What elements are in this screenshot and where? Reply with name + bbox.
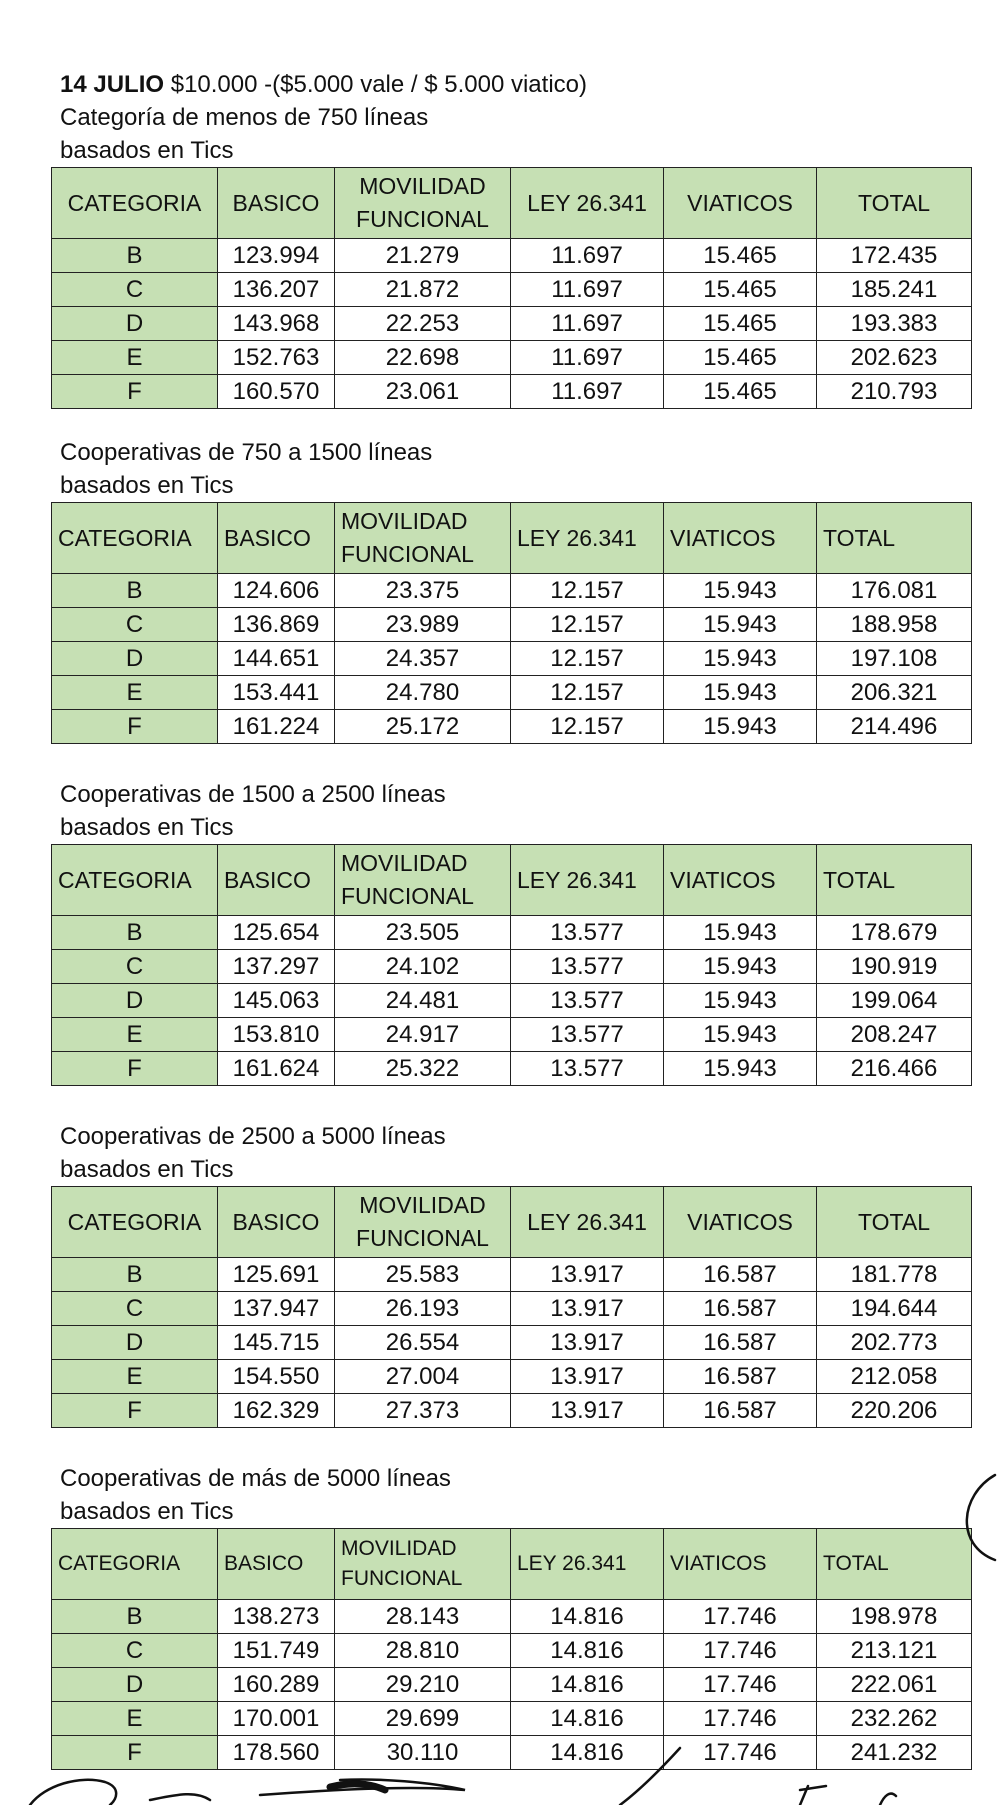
column-header: VIATICOS	[664, 1529, 817, 1600]
total-cell: 181.778	[817, 1258, 972, 1292]
movilidad-cell: 23.505	[335, 916, 511, 950]
section-750-1500	[51, 436, 971, 744]
table-row	[52, 1600, 972, 1634]
category-cell: E	[52, 341, 218, 375]
category-cell: D	[52, 1326, 218, 1360]
table-row	[52, 1292, 972, 1326]
category-cell: E	[52, 676, 218, 710]
category-cell: F	[52, 375, 218, 409]
signature-right-tail	[880, 1794, 896, 1805]
viaticos-cell: 15.943	[664, 1052, 817, 1086]
salary-table	[51, 1186, 972, 1428]
movilidad-cell: 28.143	[335, 1600, 511, 1634]
column-header: LEY 26.341	[511, 1187, 664, 1258]
ley-cell: 12.157	[511, 710, 664, 744]
table-row	[52, 273, 972, 307]
section-title: Cooperativas de 2500 a 5000 líneas	[60, 1123, 446, 1150]
section-subtitle: basados en Tics	[60, 1498, 234, 1525]
ley-cell: 13.917	[511, 1292, 664, 1326]
table-header-row	[52, 1529, 972, 1600]
column-header: VIATICOS	[664, 1187, 817, 1258]
category-cell: E	[52, 1018, 218, 1052]
viaticos-cell: 16.587	[664, 1292, 817, 1326]
ley-cell: 11.697	[511, 341, 664, 375]
ley-cell: 14.816	[511, 1634, 664, 1668]
viaticos-cell: 16.587	[664, 1326, 817, 1360]
ley-cell: 13.917	[511, 1326, 664, 1360]
section-title: Cooperativas de más de 5000 líneas	[60, 1465, 451, 1492]
ley-cell: 13.917	[511, 1394, 664, 1428]
column-header: LEY 26.341	[511, 503, 664, 574]
category-cell: F	[52, 710, 218, 744]
column-header: BASICO	[218, 1187, 335, 1258]
basico-cell: 160.289	[218, 1668, 335, 1702]
salary-table	[51, 502, 972, 744]
category-cell: E	[52, 1360, 218, 1394]
table-row	[52, 1394, 972, 1428]
column-header: CATEGORIA	[52, 1187, 218, 1258]
total-cell: 188.958	[817, 608, 972, 642]
total-cell: 232.262	[817, 1702, 972, 1736]
column-header: VIATICOS	[664, 845, 817, 916]
signature-center-blot	[330, 1784, 385, 1790]
total-cell: 194.644	[817, 1292, 972, 1326]
signature-center-stroke	[260, 1779, 465, 1795]
ley-cell: 11.697	[511, 307, 664, 341]
total-cell: 198.978	[817, 1600, 972, 1634]
ley-cell: 13.917	[511, 1258, 664, 1292]
viaticos-cell: 15.465	[664, 341, 817, 375]
section-title: Categoría de menos de 750 líneas	[60, 104, 429, 131]
viaticos-cell: 15.943	[664, 642, 817, 676]
column-header: LEY 26.341	[511, 845, 664, 916]
movilidad-cell: 24.780	[335, 676, 511, 710]
movilidad-cell: 23.061	[335, 375, 511, 409]
table-header-row	[52, 503, 972, 574]
ley-cell: 12.157	[511, 676, 664, 710]
category-cell: D	[52, 307, 218, 341]
movilidad-cell: 24.917	[335, 1018, 511, 1052]
salary-table	[51, 1528, 972, 1770]
table-row	[52, 1258, 972, 1292]
category-cell: C	[52, 608, 218, 642]
basico-cell: 124.606	[218, 574, 335, 608]
total-cell: 213.121	[817, 1634, 972, 1668]
column-header: MOVILIDAD FUNCIONAL	[335, 1529, 511, 1600]
ley-cell: 13.577	[511, 984, 664, 1018]
viaticos-cell: 15.465	[664, 375, 817, 409]
category-cell: C	[52, 1292, 218, 1326]
column-header: CATEGORIA	[52, 845, 218, 916]
total-cell: 190.919	[817, 950, 972, 984]
column-header: CATEGORIA	[52, 1529, 218, 1600]
basico-cell: 152.763	[218, 341, 335, 375]
viaticos-cell: 16.587	[664, 1394, 817, 1428]
total-cell: 241.232	[817, 1736, 972, 1770]
header-text: $10.000 -($5.000 vale / $ 5.000 viatico)	[164, 71, 587, 98]
viaticos-cell: 17.746	[664, 1634, 817, 1668]
total-cell: 185.241	[817, 273, 972, 307]
category-cell: B	[52, 239, 218, 273]
table-row	[52, 710, 972, 744]
ley-cell: 12.157	[511, 574, 664, 608]
viaticos-cell: 17.746	[664, 1702, 817, 1736]
category-cell: B	[52, 1600, 218, 1634]
total-cell: 206.321	[817, 676, 972, 710]
viaticos-cell: 16.587	[664, 1258, 817, 1292]
category-cell: F	[52, 1052, 218, 1086]
table-row	[52, 676, 972, 710]
basico-cell: 137.297	[218, 950, 335, 984]
total-cell: 216.466	[817, 1052, 972, 1086]
viaticos-cell: 15.465	[664, 239, 817, 273]
table-header-row	[52, 168, 972, 239]
viaticos-cell: 16.587	[664, 1360, 817, 1394]
movilidad-cell: 26.193	[335, 1292, 511, 1326]
table-row	[52, 1668, 972, 1702]
section-subtitle: basados en Tics	[60, 1156, 234, 1183]
ley-cell: 13.577	[511, 950, 664, 984]
column-header: BASICO	[218, 1529, 335, 1600]
category-cell: F	[52, 1736, 218, 1770]
basico-cell: 123.994	[218, 239, 335, 273]
movilidad-cell: 22.253	[335, 307, 511, 341]
table-row	[52, 608, 972, 642]
table-row	[52, 1736, 972, 1770]
table-row	[52, 916, 972, 950]
column-header: LEY 26.341	[511, 168, 664, 239]
basico-cell: 153.441	[218, 676, 335, 710]
ley-cell: 12.157	[511, 608, 664, 642]
section-subtitle: basados en Tics	[60, 814, 234, 841]
total-cell: 199.064	[817, 984, 972, 1018]
total-cell: 208.247	[817, 1018, 972, 1052]
viaticos-cell: 15.943	[664, 984, 817, 1018]
table-row	[52, 341, 972, 375]
basico-cell: 178.560	[218, 1736, 335, 1770]
viaticos-cell: 17.746	[664, 1736, 817, 1770]
movilidad-cell: 25.322	[335, 1052, 511, 1086]
table-row	[52, 1360, 972, 1394]
category-cell: B	[52, 574, 218, 608]
ley-cell: 14.816	[511, 1600, 664, 1634]
section-title: Cooperativas de 750 a 1500 líneas	[60, 439, 433, 466]
category-cell: F	[52, 1394, 218, 1428]
column-header: LEY 26.341	[511, 1529, 664, 1600]
basico-cell: 151.749	[218, 1634, 335, 1668]
category-cell: E	[52, 1702, 218, 1736]
movilidad-cell: 26.554	[335, 1326, 511, 1360]
ley-cell: 12.157	[511, 642, 664, 676]
category-cell: C	[52, 273, 218, 307]
movilidad-cell: 24.102	[335, 950, 511, 984]
total-cell: 172.435	[817, 239, 972, 273]
viaticos-cell: 15.465	[664, 307, 817, 341]
section-subtitle: basados en Tics	[60, 137, 234, 164]
column-header: TOTAL	[817, 845, 972, 916]
ley-cell: 13.917	[511, 1360, 664, 1394]
viaticos-cell: 17.746	[664, 1668, 817, 1702]
signature-right-mark	[800, 1786, 826, 1805]
table-row	[52, 984, 972, 1018]
movilidad-cell: 29.699	[335, 1702, 511, 1736]
total-cell: 202.623	[817, 341, 972, 375]
total-cell: 212.058	[817, 1360, 972, 1394]
category-cell: B	[52, 916, 218, 950]
total-cell: 214.496	[817, 710, 972, 744]
signature-left-flourish	[150, 1794, 210, 1800]
basico-cell: 144.651	[218, 642, 335, 676]
table-row	[52, 375, 972, 409]
movilidad-cell: 24.357	[335, 642, 511, 676]
total-cell: 220.206	[817, 1394, 972, 1428]
basico-cell: 160.570	[218, 375, 335, 409]
category-cell: C	[52, 950, 218, 984]
signature-left	[30, 1780, 116, 1805]
ley-cell: 14.816	[511, 1668, 664, 1702]
category-cell: C	[52, 1634, 218, 1668]
basico-cell: 170.001	[218, 1702, 335, 1736]
basico-cell: 136.869	[218, 608, 335, 642]
table-row	[52, 1326, 972, 1360]
ley-cell: 13.577	[511, 916, 664, 950]
basico-cell: 161.224	[218, 710, 335, 744]
section-2500-5000	[51, 1120, 971, 1428]
basico-cell: 162.329	[218, 1394, 335, 1428]
section-under-750	[51, 101, 971, 409]
basico-cell: 161.624	[218, 1052, 335, 1086]
total-cell: 176.081	[817, 574, 972, 608]
total-cell: 178.679	[817, 916, 972, 950]
table-header-row	[52, 1187, 972, 1258]
basico-cell: 137.947	[218, 1292, 335, 1326]
basico-cell: 154.550	[218, 1360, 335, 1394]
category-cell: D	[52, 984, 218, 1018]
movilidad-cell: 24.481	[335, 984, 511, 1018]
column-header: BASICO	[218, 503, 335, 574]
ley-cell: 11.697	[511, 239, 664, 273]
salary-table	[51, 844, 972, 1086]
movilidad-cell: 27.373	[335, 1394, 511, 1428]
column-header: TOTAL	[817, 503, 972, 574]
column-header: CATEGORIA	[52, 168, 218, 239]
basico-cell: 145.715	[218, 1326, 335, 1360]
viaticos-cell: 15.943	[664, 710, 817, 744]
ley-cell: 13.577	[511, 1052, 664, 1086]
section-subtitle: basados en Tics	[60, 472, 234, 499]
basico-cell: 143.968	[218, 307, 335, 341]
header-date: 14 JULIO	[60, 71, 165, 98]
viaticos-cell: 15.943	[664, 950, 817, 984]
movilidad-cell: 27.004	[335, 1360, 511, 1394]
movilidad-cell: 30.110	[335, 1736, 511, 1770]
column-header: TOTAL	[817, 1187, 972, 1258]
total-cell: 197.108	[817, 642, 972, 676]
category-cell: D	[52, 642, 218, 676]
viaticos-cell: 15.465	[664, 273, 817, 307]
basico-cell: 136.207	[218, 273, 335, 307]
column-header: BASICO	[218, 168, 335, 239]
basico-cell: 153.810	[218, 1018, 335, 1052]
category-cell: B	[52, 1258, 218, 1292]
movilidad-cell: 29.210	[335, 1668, 511, 1702]
column-header: TOTAL	[817, 168, 972, 239]
salary-table	[51, 167, 972, 409]
table-row	[52, 950, 972, 984]
column-header: MOVILIDAD FUNCIONAL	[335, 1187, 511, 1258]
ley-cell: 11.697	[511, 273, 664, 307]
movilidad-cell: 21.279	[335, 239, 511, 273]
viaticos-cell: 15.943	[664, 608, 817, 642]
basico-cell: 125.654	[218, 916, 335, 950]
ley-cell: 11.697	[511, 375, 664, 409]
table-row	[52, 1052, 972, 1086]
movilidad-cell: 23.989	[335, 608, 511, 642]
viaticos-cell: 15.943	[664, 574, 817, 608]
viaticos-cell: 17.746	[664, 1600, 817, 1634]
total-cell: 210.793	[817, 375, 972, 409]
column-header: MOVILIDAD FUNCIONAL	[335, 503, 511, 574]
column-header: MOVILIDAD FUNCIONAL	[335, 845, 511, 916]
viaticos-cell: 15.943	[664, 1018, 817, 1052]
ley-cell: 14.816	[511, 1736, 664, 1770]
table-row	[52, 642, 972, 676]
basico-cell: 125.691	[218, 1258, 335, 1292]
table-row	[52, 1702, 972, 1736]
table-row	[52, 1634, 972, 1668]
section-1500-2500	[51, 778, 971, 1086]
basico-cell: 145.063	[218, 984, 335, 1018]
section-title: Cooperativas de 1500 a 2500 líneas	[60, 781, 446, 808]
movilidad-cell: 21.872	[335, 273, 511, 307]
column-header: BASICO	[218, 845, 335, 916]
column-header: VIATICOS	[664, 503, 817, 574]
page-header	[60, 68, 587, 101]
table-row	[52, 1018, 972, 1052]
basico-cell: 138.273	[218, 1600, 335, 1634]
table-row	[52, 239, 972, 273]
movilidad-cell: 25.172	[335, 710, 511, 744]
total-cell: 222.061	[817, 1668, 972, 1702]
total-cell: 193.383	[817, 307, 972, 341]
section-over-5000	[51, 1462, 971, 1770]
column-header: CATEGORIA	[52, 503, 218, 574]
movilidad-cell: 28.810	[335, 1634, 511, 1668]
viaticos-cell: 15.943	[664, 916, 817, 950]
column-header: MOVILIDAD FUNCIONAL	[335, 168, 511, 239]
viaticos-cell: 15.943	[664, 676, 817, 710]
table-row	[52, 574, 972, 608]
table-row	[52, 307, 972, 341]
column-header: TOTAL	[817, 1529, 972, 1600]
table-header-row	[52, 845, 972, 916]
column-header: VIATICOS	[664, 168, 817, 239]
movilidad-cell: 23.375	[335, 574, 511, 608]
ley-cell: 13.577	[511, 1018, 664, 1052]
category-cell: D	[52, 1668, 218, 1702]
movilidad-cell: 22.698	[335, 341, 511, 375]
movilidad-cell: 25.583	[335, 1258, 511, 1292]
ley-cell: 14.816	[511, 1702, 664, 1736]
total-cell: 202.773	[817, 1326, 972, 1360]
